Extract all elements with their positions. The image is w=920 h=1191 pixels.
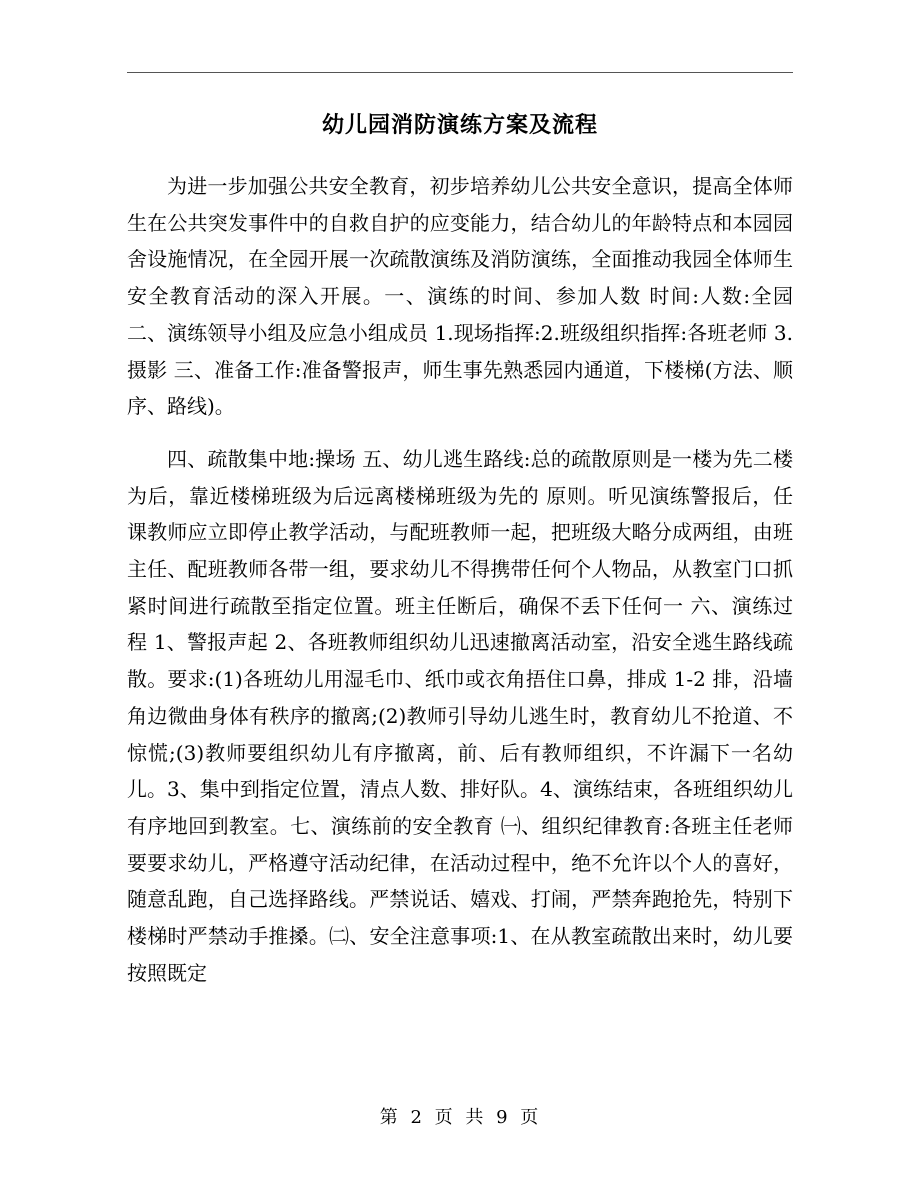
page-number-footer: 第 2 页 共 9 页 — [379, 1107, 541, 1128]
document-title: 幼儿园消防演练方案及流程 — [321, 113, 598, 138]
body-paragraph-1: 为进一步加强公共安全教育，初步培养幼儿公共安全意识，提高全体师生在公共突发事件中的自救自护的应变能力，结合幼儿的年龄特点和本园园舍设施情况，在全园开展一次疏散演练及消防演练，全面推动我园全体师生安全教育活动的深入开展。一、演练的时间、参加人数 时间:人数:全园 二、演练领导小组及应急小组成员 1.现场指挥:2.班级组织指挥:各班老师 3.摄影 三、准备工作:准备警报声，师生事先熟悉园内通道，下楼梯(方法、顺序、路线)。 — [127, 174, 793, 419]
header-rule — [127, 72, 793, 73]
body-paragraph-2: 四、疏散集中地:操场 五、幼儿逃生路线:总的疏散原则是一楼为先二楼为后，靠近楼梯班级为后远离楼梯班级为先的 原则。听见演练警报后，任课教师应立即停止教学活动，与配班教师一起，把班级大略分成两组，由班主任、配班教师各带一组，要求幼儿不得携带任何个人物品，从教室门口抓紧时间进行疏散至指定位置。班主任断后，确保不丢下任何一 六、演练过程 1、警报声起 2、各班教师组织幼儿迅速撤离活动室，沿安全逃生路线疏散。要求:(1)各班幼儿用湿毛巾、纸巾或衣角捂住口鼻，排成 1-2 排，沿墙角边微曲身体有秩序的撤离;(2)教师引导幼儿逃生时，教育幼儿不抢道、不惊慌;(3)教师要组织幼儿有序撤离，前、后有教师组织，不许漏下一名幼儿。3、集中到指定位置，清点人数、排好队。4、演练结束，各班组织幼儿有序地回到教室。七、演练前的安全教育 ㈠、组织纪律教育:各班主任老师要要求幼儿，严格遵守活动纪律，在活动过程中，绝不允许以个人的喜好，随意乱跑，自己选择路线。严禁说话、嬉戏、打闹，严禁奔跑抢先，特别下楼梯时严禁动手推搡。㈡、安全注意事项:1、在从教室疏散出来时，幼儿要按照既定 — [127, 446, 793, 985]
document-body — [127, 168, 793, 991]
